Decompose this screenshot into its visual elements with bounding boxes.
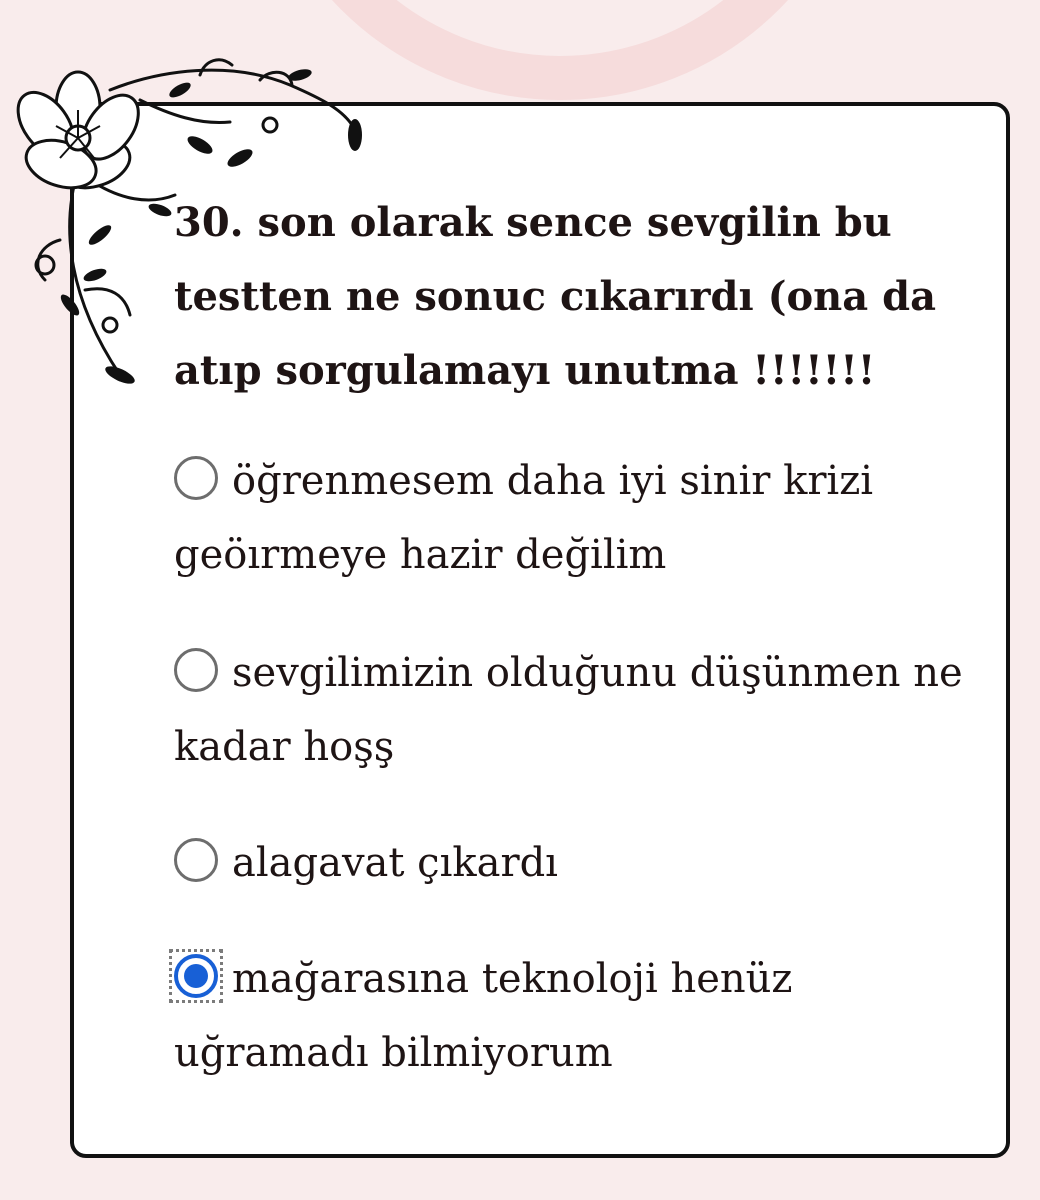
answer-option-4[interactable] [174,942,964,1090]
answer-option-4-label: mağarasına teknoloji henüz uğramadı bilmiyorum [174,956,793,1076]
radio-button-unchecked-icon[interactable] [174,648,218,692]
answer-option-3-label: alagavat çıkardı [232,840,558,886]
answer-option-2[interactable] [174,636,964,784]
answer-option-1[interactable] [174,444,964,592]
answer-option-1-label: öğrenmesem daha iyi sinir krizi geöırmeye hazir değilim [174,458,874,578]
radio-button-checked-icon[interactable] [174,954,218,998]
radio-button-unchecked-icon[interactable] [174,456,218,500]
answer-option-3[interactable] [174,826,964,900]
radio-button-unchecked-icon[interactable] [174,838,218,882]
answer-option-2-label: sevgilimizin olduğunu düşünmen ne kadar hoşş [174,650,963,770]
radio-focus-ring [174,954,218,998]
question-text: 30. son olarak sence sevgilin bu testten ne sonuc cıkarırdı (ona da atıp sorgulamayı unutma !!!!!!! [174,199,936,394]
